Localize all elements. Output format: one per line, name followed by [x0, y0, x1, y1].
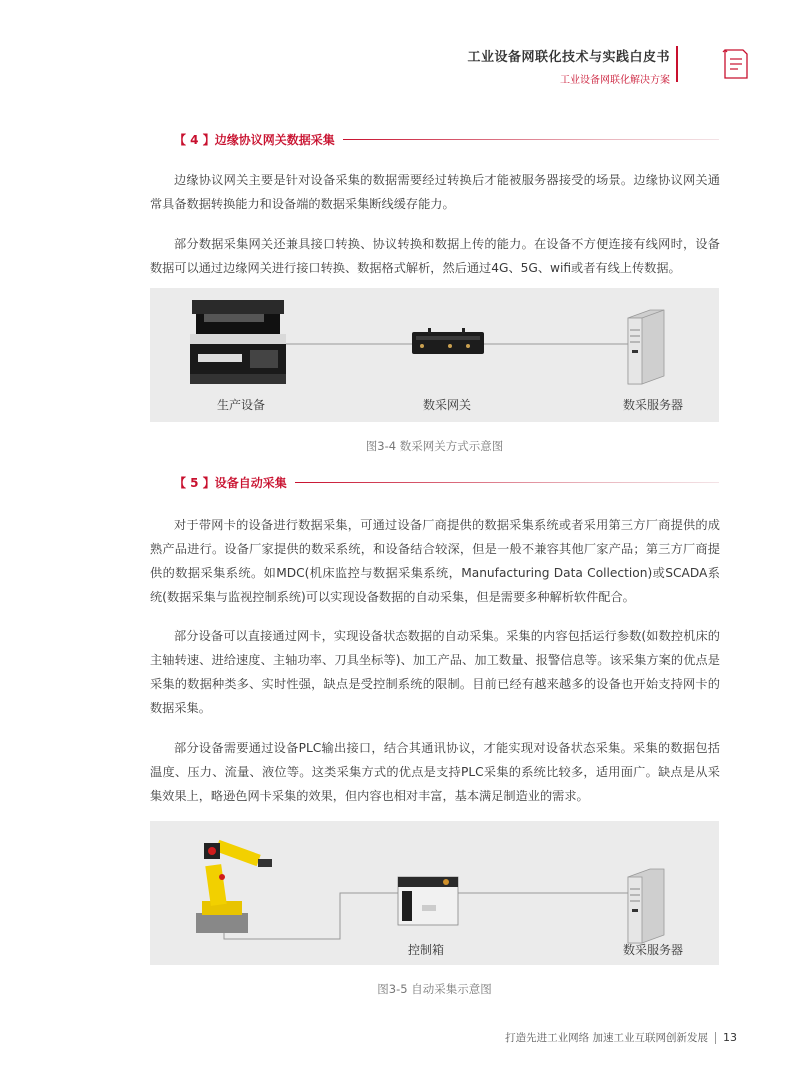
page-number: 13 — [723, 1031, 737, 1044]
figure-caption: 图3-4 数采网关方式示意图 — [365, 439, 504, 453]
section-5-heading — [174, 474, 719, 491]
footer-divider — [715, 1032, 716, 1044]
paragraph: 部分数据采集网关还兼具接口转换、协议转换和数据上传的能力。在设备不方便连接有线网时，设备数据可以通过边缘网关进行接口转换、数据格式解析，然后通过4G、5G、wifi或者有线上传数据。 — [150, 237, 720, 275]
section-5-title: 【 5 】设备自动采集 — [174, 476, 287, 490]
header-title: 工业设备网联化技术与实践白皮书 — [467, 50, 670, 65]
heading-rule — [295, 482, 719, 483]
section-4-title: 【 4 】边缘协议网关数据采集 — [174, 133, 335, 147]
document-icon — [721, 46, 751, 82]
figure-3-4 — [150, 288, 719, 422]
footer-slogan: 打造先进工业网络 加速工业互联网创新发展 — [505, 1032, 708, 1044]
figure-label: 数采网关 — [423, 398, 472, 412]
figure-caption: 图3-5 自动采集示意图 — [377, 982, 492, 996]
figure-label: 数采服务器 — [623, 398, 684, 412]
header-subtitle: 工业设备网联化解决方案 — [560, 75, 670, 86]
figure-label: 生产设备 — [217, 398, 266, 412]
figure-3-5 — [150, 821, 719, 965]
gateway-device-icon — [412, 328, 484, 354]
page-footer — [505, 1030, 737, 1045]
paragraph: 对于带网卡的设备进行数据采集，可通过设备厂商提供的数据采集系统或者采用第三方厂商提供的成熟产品进行。设备厂家提供的数采系统，和设备结合较深，但是一般不兼容其他厂家产品；第三方厂商提供的数据采集系统。如MDC(机床监控与数据采集系统，Manufacturing Data Collection)或SCADA系统(数据采集与监视控制系统)可以实现设备数据的自动采集，但是需要多种解析软件配合。 — [150, 518, 720, 604]
server-icon — [628, 869, 664, 943]
paragraph: 部分设备可以直接通过网卡，实现设备状态数据的自动采集。采集的内容包括运行参数(如数控机床的主轴转速、进给速度、主轴功率、刀具坐标等)、加工产品、加工数量、报警信息等。该采集方案的优点是采集的数据种类多、实时性强，缺点是受控制系统的限制。目前已经有越来越多的设备也开始支持网卡的数据采集。 — [150, 629, 720, 715]
section-4-heading — [174, 131, 719, 148]
heading-rule — [343, 139, 719, 140]
figure-label: 数采服务器 — [623, 943, 684, 957]
page-header — [467, 46, 670, 86]
paragraph: 部分设备需要通过设备PLC输出接口，结合其通讯协议，才能实现对设备状态采集。采集的数据包括温度、压力、流量、液位等。这类采集方式的优点是支持PLC采集的系统比较多，适用面广。缺点是从采集效果上，略逊色网卡采集的效果，但内容也相对丰富，基本满足制造业的需求。 — [150, 741, 720, 803]
industrial-robot-icon — [196, 840, 272, 933]
paragraph: 边缘协议网关主要是针对设备采集的数据需要经过转换后才能被服务器接受的场景。边缘协议网关通常具备数据转换能力和设备端的数据采集断线缓存能力。 — [150, 173, 720, 211]
control-box-icon — [398, 877, 458, 925]
server-icon — [628, 310, 664, 384]
production-machine-icon — [190, 300, 286, 384]
figure-label: 控制箱 — [408, 943, 445, 957]
header-divider — [676, 46, 678, 82]
